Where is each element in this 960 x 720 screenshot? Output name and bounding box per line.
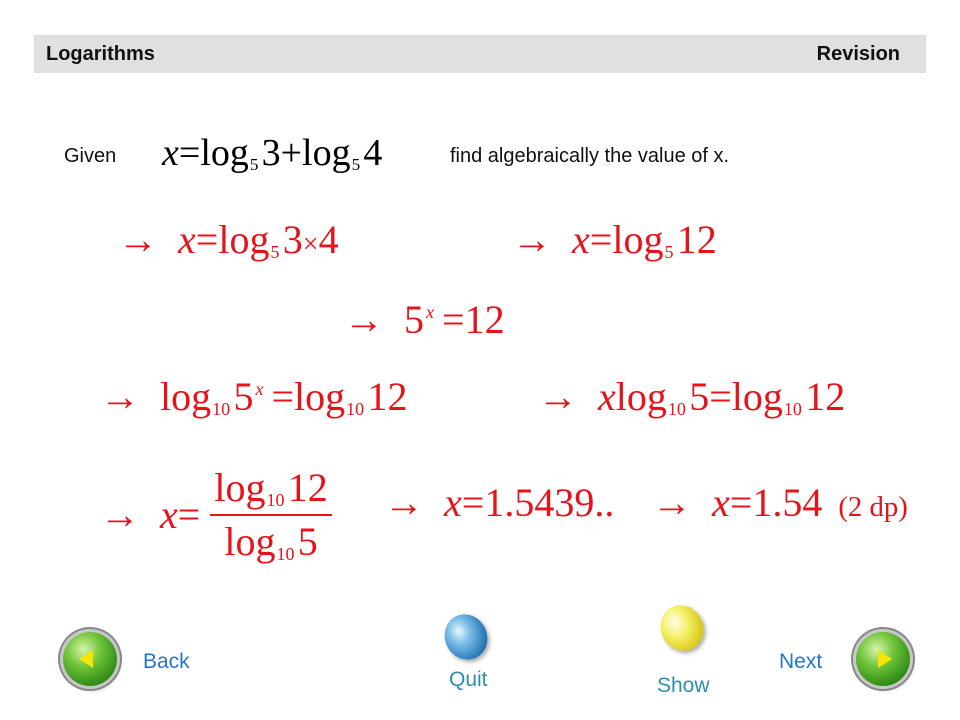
fraction: $\frac{\log 10 12}{\log 10 5}$ (210, 468, 331, 562)
show-label[interactable]: Show (657, 674, 710, 697)
header-bar (34, 35, 926, 73)
page-title: Logarithms (46, 43, 155, 65)
arrow-left-icon (79, 650, 93, 668)
step-combine-logs: → x=log5 3×4 (118, 217, 339, 263)
step-log5-12: → x=log5 12 (512, 217, 717, 263)
next-label[interactable]: Next (779, 650, 823, 673)
step-solve-fraction: → x= $\frac{\log 10 12}{\log 10 5}$ (100, 468, 332, 562)
step-take-log10: → log10 5 $^x$ =log10 12 (100, 374, 408, 420)
given-label: Given (64, 145, 117, 167)
back-button[interactable] (63, 632, 117, 686)
quit-label[interactable]: Quit (449, 668, 488, 691)
quit-button[interactable] (437, 607, 495, 666)
given-equation: x=log5 3+log5 4 (162, 132, 383, 174)
next-button[interactable] (856, 632, 910, 686)
section-label: Revision (816, 43, 900, 65)
step-power-rule: → xlog10 5=log10 12 (538, 374, 846, 420)
back-label[interactable]: Back (143, 650, 190, 673)
instruction-text: find algebraically the value of x. (450, 145, 730, 167)
step-decimal-result: → x=1.5439.. (384, 480, 615, 525)
show-button[interactable] (653, 598, 711, 657)
step-rounded-result: → x=1.54 (2 dp) (652, 480, 908, 525)
step-exponential-form: → 5 $^x$ =12 (344, 297, 505, 342)
arrow-right-icon (878, 650, 892, 668)
